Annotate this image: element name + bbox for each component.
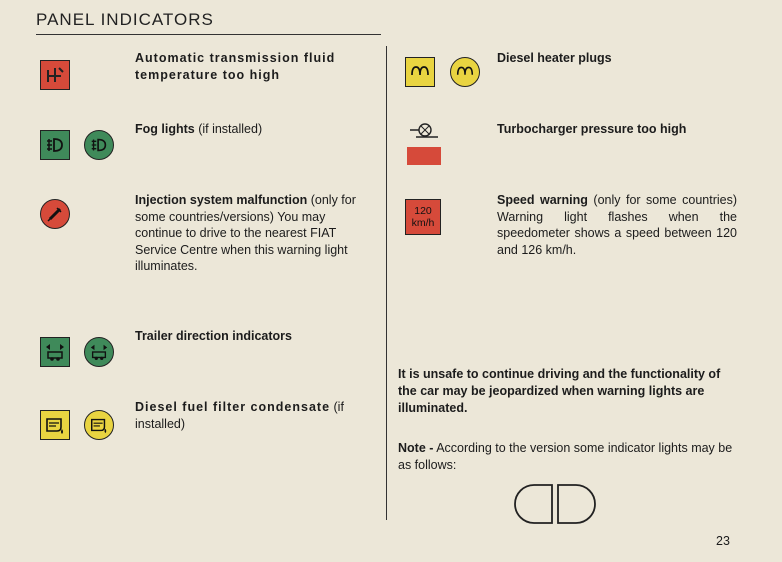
warning-paragraph: It is unsafe to continue driving and the functionality of the car may be jeopardized when warning lights are illuminated.: [398, 367, 721, 415]
speed-warning-icon: [405, 199, 441, 235]
item-speed-warning-body: (only for some countries) Warning light flashes when the speedometer shows a speed between 120 and 126 km/h.: [497, 193, 737, 257]
item-fuel-filter-body: (if installed): [135, 400, 344, 431]
page-number: 23: [716, 534, 730, 548]
item-speed-warning: [497, 192, 737, 258]
fog-lights-round-icon: [84, 130, 114, 160]
page-title: PANEL INDICATORS: [36, 10, 214, 29]
item-heater-plugs: [497, 50, 737, 67]
speed-icon-unit: km/h: [411, 217, 435, 229]
item-trailer-title: Trailer direction indicators: [135, 329, 292, 343]
item-speed-warning-title: Speed warning: [497, 193, 588, 207]
transmission-temperature-icon: [40, 60, 70, 90]
trailer-indicator-round-icon: [84, 337, 114, 367]
heater-plugs-round-icon: [450, 57, 480, 87]
note-body: According to the version some indicator lights may be as follows:: [398, 441, 733, 472]
item-turbocharger: [497, 121, 737, 138]
item-fuel-filter: [135, 399, 373, 432]
fuel-filter-round-icon: [84, 410, 114, 440]
item-fog-lights-title: Fog lights: [135, 122, 195, 136]
injection-malfunction-icon: [40, 199, 70, 229]
item-turbocharger-title: Turbocharger pressure too high: [497, 122, 687, 136]
title-underline: [36, 34, 381, 35]
note-paragraph: [398, 440, 736, 474]
item-transmission-title: Automatic transmission fluid temperature too high: [135, 51, 336, 82]
heater-plugs-square-icon: [405, 57, 435, 87]
speed-icon-value: 120: [414, 205, 432, 217]
split-indicator-icon: [512, 482, 598, 526]
fog-lights-square-icon: [40, 130, 70, 160]
item-injection-body: (only for some countries/versions) You may continue to drive to the nearest FIAT Service Centre when this warning light illuminates.: [135, 193, 356, 273]
note-label: Note -: [398, 441, 434, 455]
item-injection: [135, 192, 373, 275]
fuel-filter-square-icon: [40, 410, 70, 440]
item-transmission: [135, 50, 373, 83]
item-heater-plugs-title: Diesel heater plugs: [497, 51, 612, 65]
item-fog-lights-body: (if installed): [194, 122, 263, 136]
trailer-indicator-square-icon: [40, 337, 70, 367]
turbocharger-warning-bar: [407, 147, 441, 165]
turbocharger-icon: [408, 121, 440, 141]
column-divider: [386, 46, 387, 520]
item-trailer: [135, 328, 373, 345]
item-fuel-filter-title: Diesel fuel filter condensate: [135, 400, 331, 414]
item-fog-lights: [135, 121, 373, 138]
item-injection-title: Injection system malfunction: [135, 193, 308, 207]
